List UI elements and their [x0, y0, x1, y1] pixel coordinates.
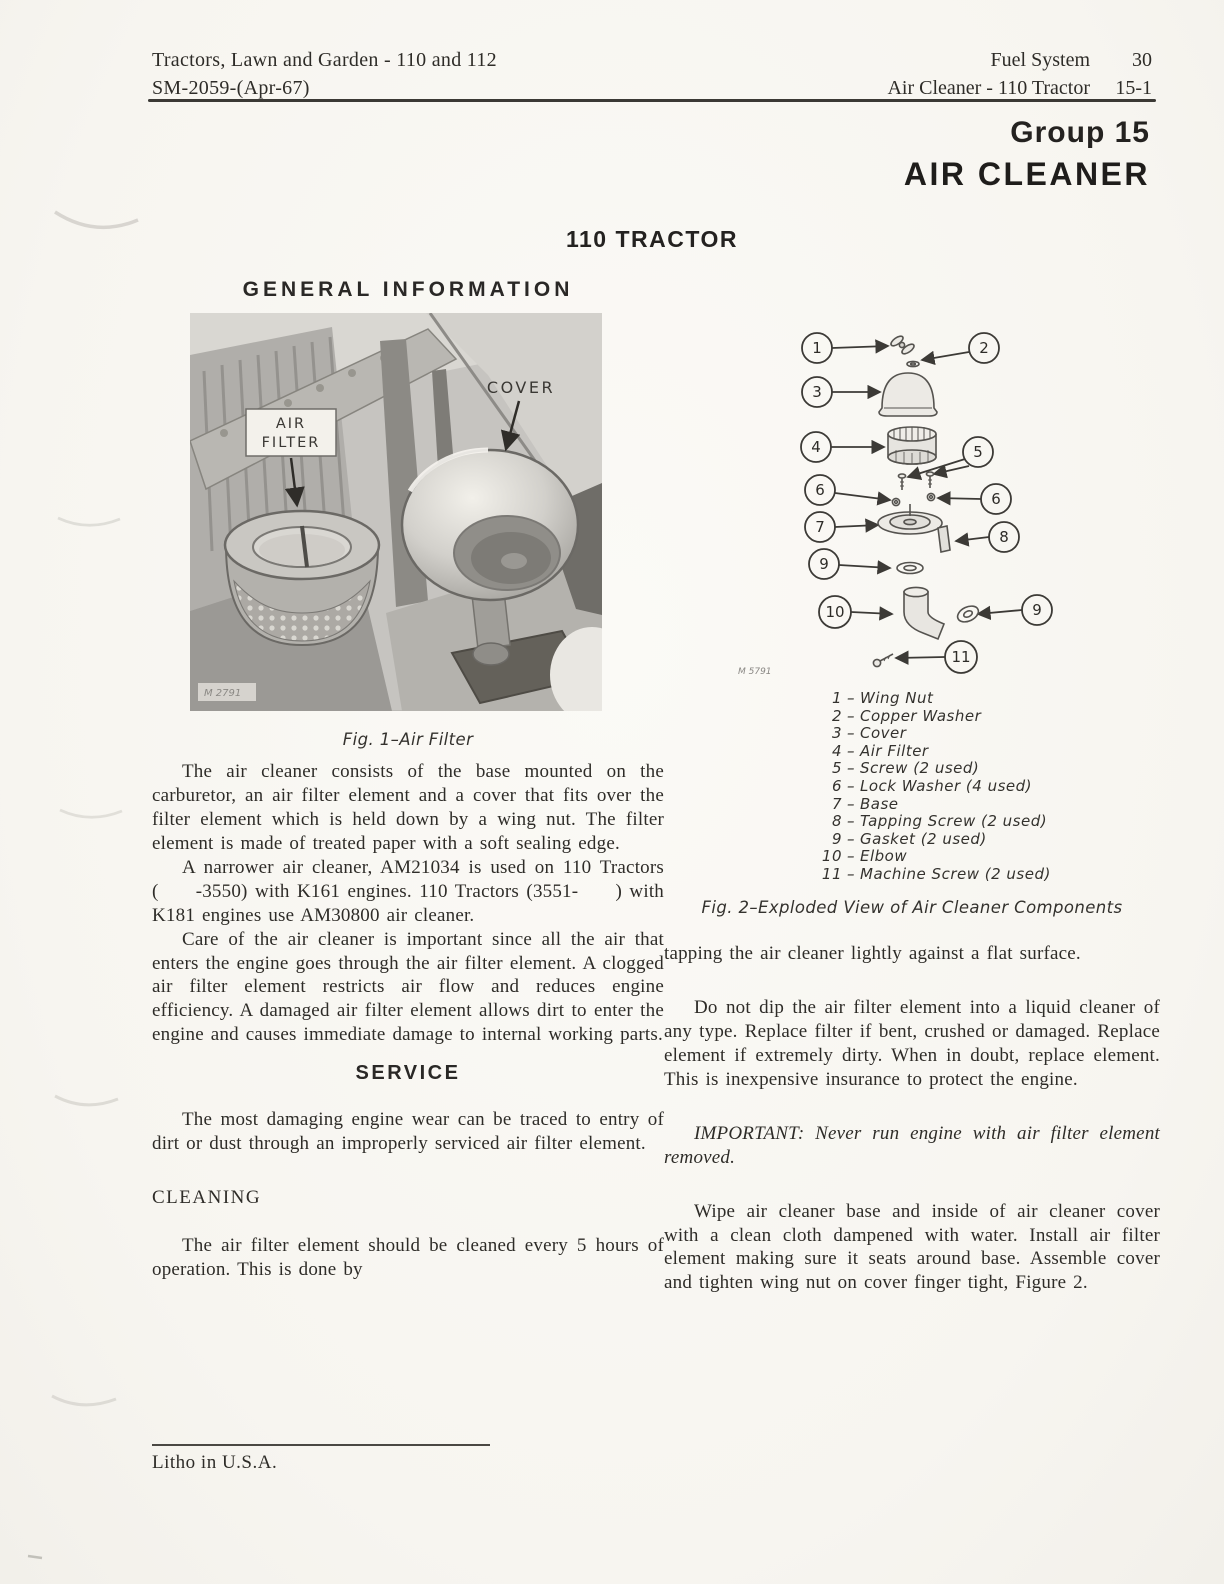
- paragraph: tapping the air cleaner lightly against a flat surface.: [664, 943, 1081, 964]
- parts-list-item: 6 – Lock Washer (4 used): [831, 776, 1033, 795]
- paragraph: The air cleaner consists of the base mounted on the carburetor, an air filter element and a cover that fits over the filter element which is held down by a wing nut. The filter element is made of treated paper with a soft sealing edge.: [152, 761, 664, 854]
- footer-rule: [152, 1444, 490, 1446]
- paragraph: A narrower air cleaner, AM21034 is used on 110 Tractors ( -3550) with K161 engines. 110 Tractors (3551- ) with K181 engines use AM30800 air cleaner.: [152, 856, 664, 926]
- parts-list-item: 1 – Wing Nut: [831, 689, 934, 707]
- parts-list-item: 7 – Base: [831, 794, 899, 813]
- svg-text:COVER: COVER: [486, 378, 556, 397]
- header-left: [152, 46, 497, 103]
- callout-11: 11: [951, 648, 971, 666]
- air-filter-label-line1: AIR: [275, 416, 307, 432]
- photo-code: [198, 683, 256, 701]
- callout-10: 10: [825, 603, 845, 621]
- callout-4: 4: [811, 438, 821, 456]
- group-title: Group 15: [1010, 116, 1150, 149]
- callout-9-right: 9: [1032, 601, 1042, 619]
- fig2-caption: Fig. 2–Exploded View of Air Cleaner Components: [701, 898, 1123, 917]
- svg-text:M 2791: M 2791: [204, 688, 242, 699]
- fig2-exploded-diagram: [722, 316, 1066, 680]
- header-page-number: 30: [1132, 49, 1152, 71]
- left-column-text: [152, 760, 664, 1282]
- parts-list-item: 9 – Gasket (2 used): [831, 829, 987, 848]
- header-manual-number: SM-2059-(Apr-67): [152, 77, 310, 100]
- header-section-label: Air Cleaner - 110 Tractor: [887, 77, 1090, 100]
- callout-7: 7: [815, 518, 825, 536]
- header-right: [887, 46, 1152, 103]
- fig1-caption: Fig. 1–Air Filter: [342, 730, 474, 749]
- parts-list-item: 5 – Screw (2 used): [831, 759, 980, 778]
- general-information-heading: GENERAL INFORMATION: [242, 278, 574, 301]
- parts-list-item: 2 – Copper Washer: [831, 706, 982, 725]
- callout-6-left: 6: [815, 481, 825, 499]
- cleaning-heading: CLEANING: [152, 1187, 262, 1209]
- parts-list-item: 8 – Tapping Screw (2 used): [831, 812, 1048, 831]
- page-title: AIR CLEANER: [903, 156, 1150, 192]
- callout-1: 1: [812, 339, 822, 357]
- paragraph: Wipe air cleaner base and inside of air cleaner cover with a clean cloth dampened with water. Install air filter element making sure it seats around base. Assemble cover and tighten wing nut on cover finger tight, Figure 2.: [664, 1200, 1160, 1294]
- header-section-number: 15-1: [1115, 77, 1152, 100]
- header-system-label: Fuel System: [990, 49, 1090, 71]
- important-note: IMPORTANT: Never run engine with air filter element removed.: [664, 1122, 1160, 1168]
- paragraph: The most damaging engine wear can be traced to entry of dirt or dust through an improperly serviced air filter element.: [152, 1109, 664, 1155]
- callout-6-right: 6: [991, 490, 1001, 508]
- paragraph: Care of the air cleaner is important since all the air that enters the engine goes through the air filter element. A clogged air filter element restricts air flow and reduces engine efficiency. A damaged air filter element allows dirt to enter the engine and causes immediate damage to internal working parts.: [152, 928, 664, 1046]
- parts-list-item: 3 – Cover: [831, 724, 907, 743]
- diagram-code: M 5791: [738, 667, 772, 677]
- callout-8: 8: [999, 528, 1009, 546]
- callout-5: 5: [973, 443, 983, 461]
- fig1-air-filter-photo: [190, 313, 602, 711]
- parts-list-item: 11 – Machine Screw (2 used): [821, 864, 1051, 883]
- header-manual-title: Tractors, Lawn and Garden - 110 and 112: [152, 49, 497, 71]
- subsection-title: 110 TRACTOR: [565, 226, 738, 252]
- air-filter-label-line2: FILTER: [261, 435, 321, 451]
- paragraph: Do not dip the air filter element into a liquid cleaner of any type. Replace filter if bent, crushed or damaged. Replace element if extremely dirty. When in doubt, replace element. This is inexpensive insurance to protect the engine.: [664, 996, 1160, 1090]
- litho-note: Litho in U.S.A.: [152, 1452, 278, 1473]
- paragraph: The air filter element should be cleaned every 5 hours of operation. This is done by: [152, 1235, 664, 1281]
- fig2-parts-list: [818, 690, 1118, 884]
- right-column-text: [664, 942, 1160, 1325]
- header-rule: [148, 99, 1156, 102]
- parts-list-item: 10 – Elbow: [821, 847, 908, 866]
- callout-2: 2: [979, 339, 989, 357]
- callout-9-left: 9: [819, 555, 829, 573]
- callout-3: 3: [812, 383, 822, 401]
- parts-list-item: 4 – Air Filter: [831, 741, 929, 760]
- air-filter-element-photo: [225, 511, 379, 645]
- header-system-line: [887, 46, 1152, 74]
- service-heading: SERVICE: [355, 1062, 461, 1085]
